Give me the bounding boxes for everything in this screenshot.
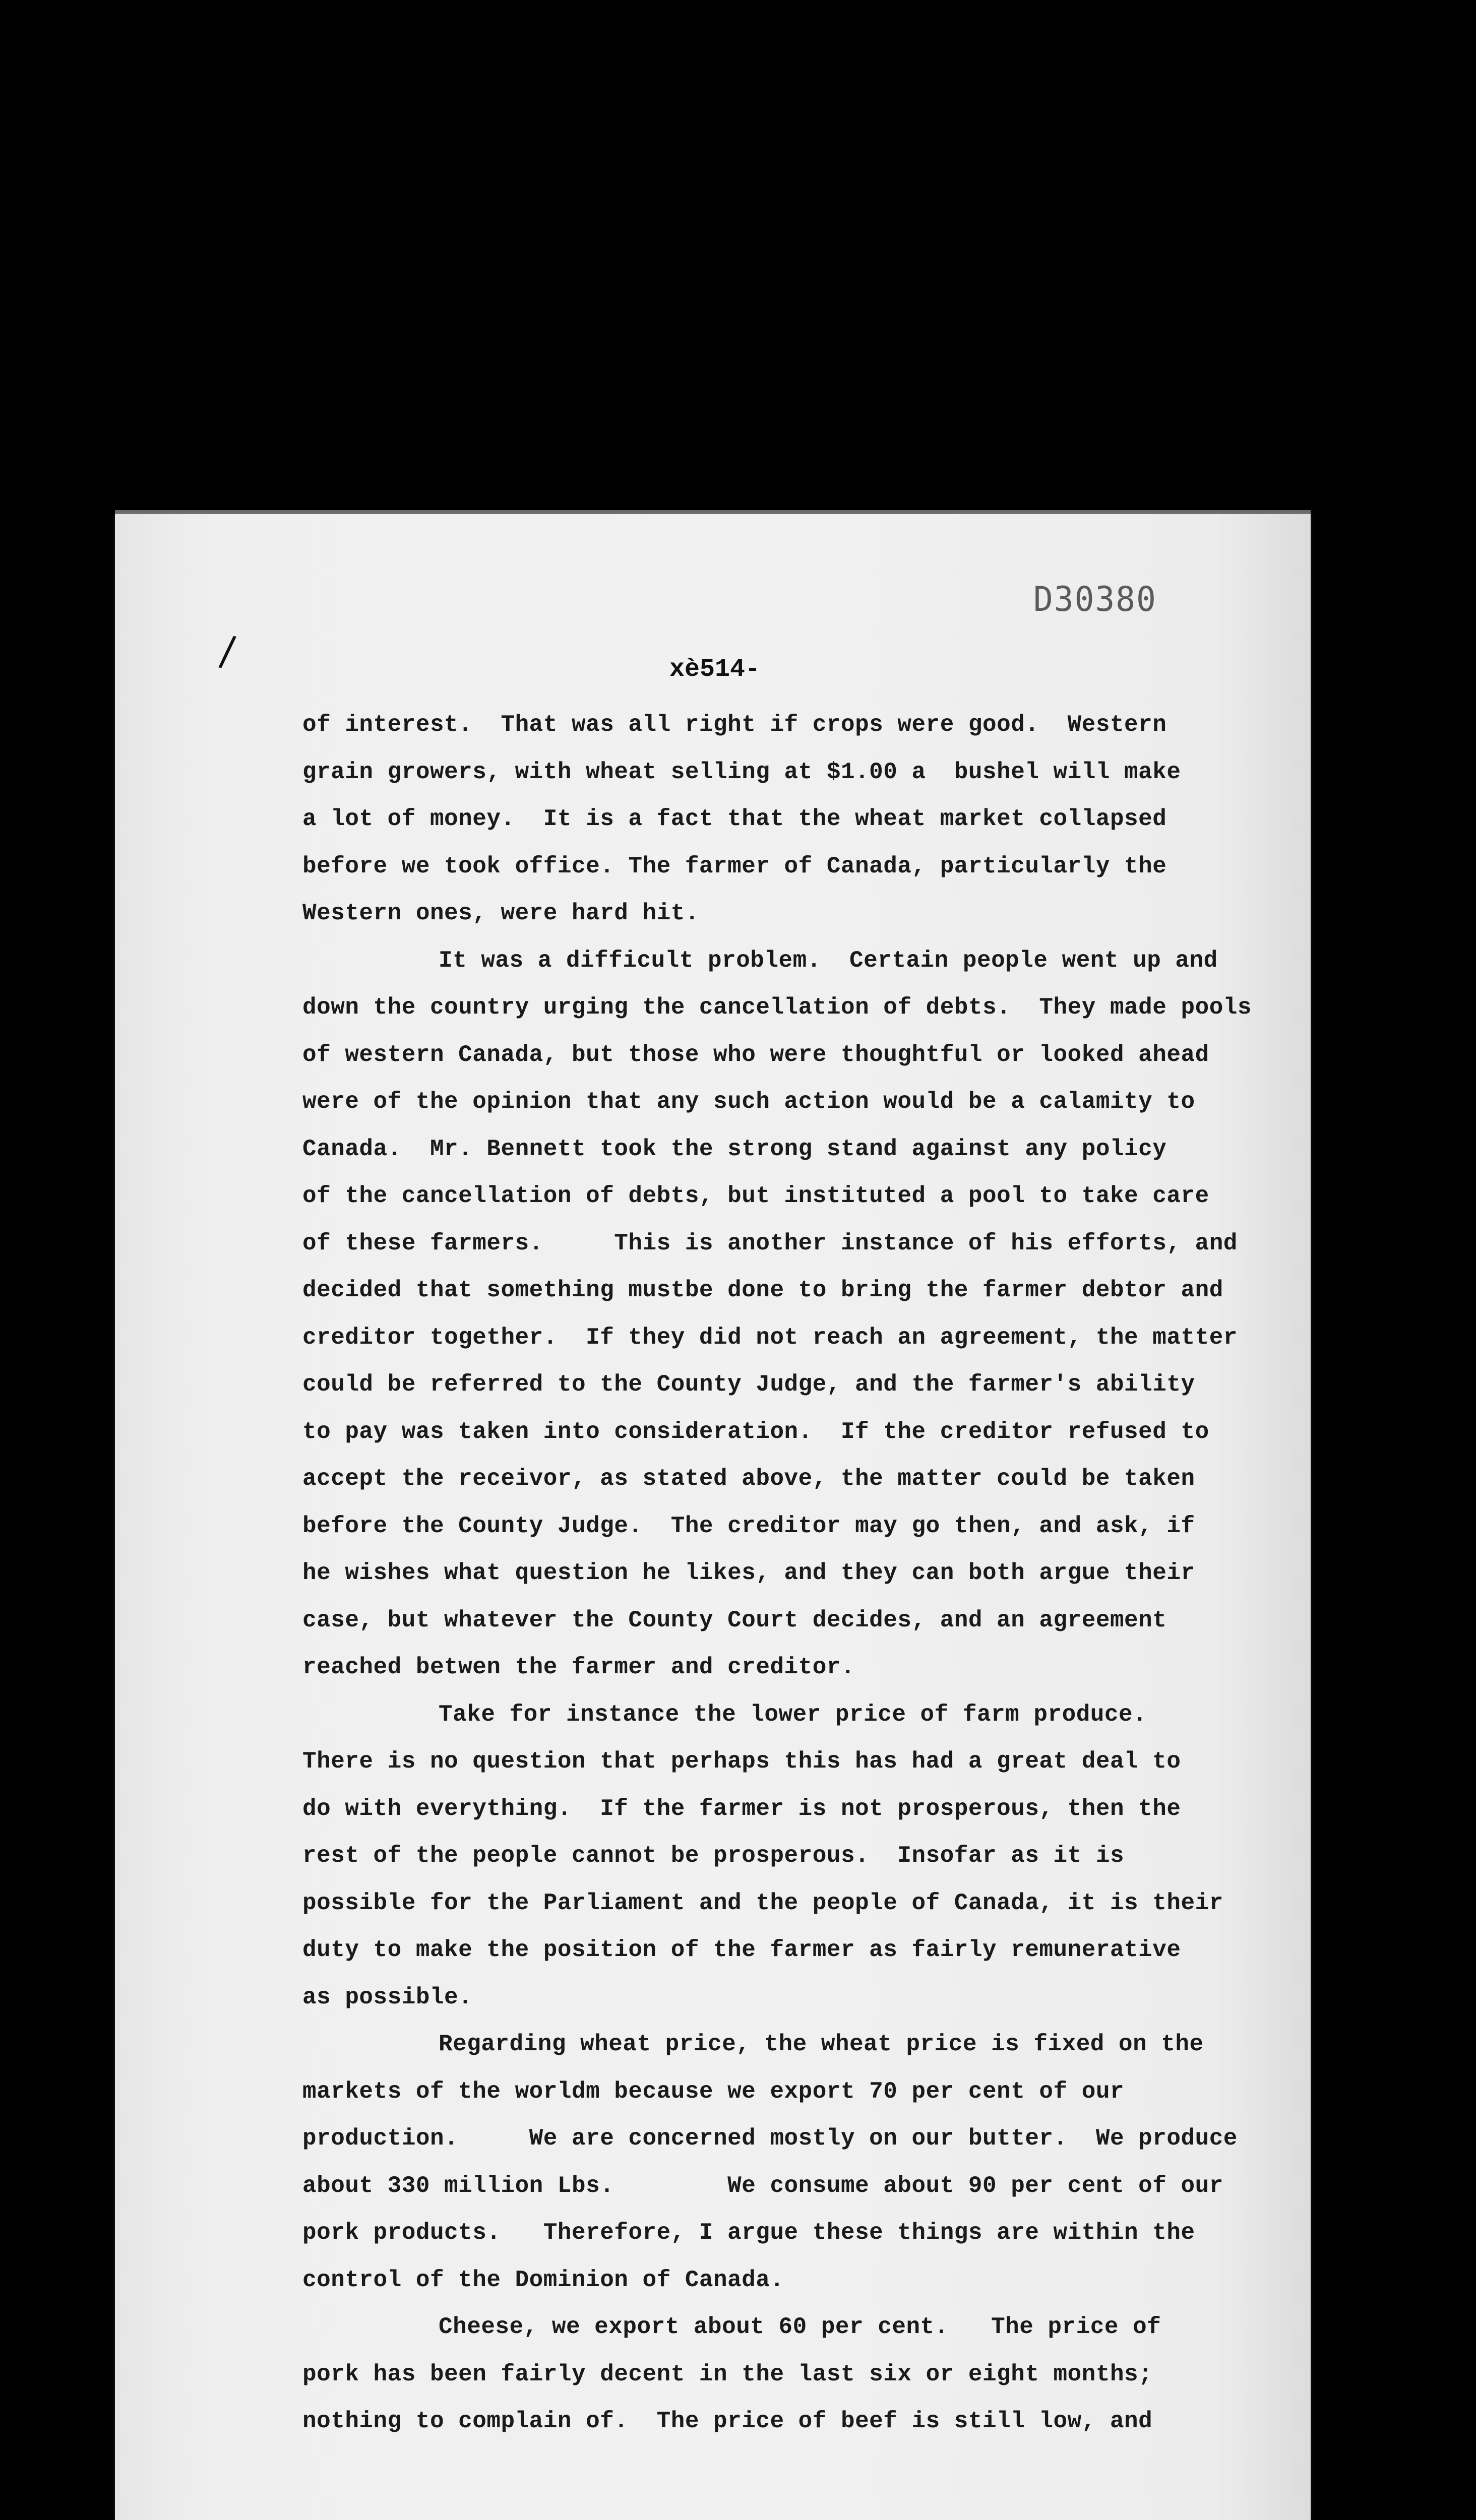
text-line: possible for the Parliament and the people of Canada, it is their [302, 1889, 1223, 1916]
text-line: reached betwen the farmer and creditor. [302, 1654, 855, 1680]
text-line: about 330 million Lbs. We consume about 90 per cent of our [302, 2172, 1223, 2199]
text-line: accept the receivor, as stated above, the matter could be taken [302, 1466, 1195, 1492]
text-line: of the cancellation of debts, but instituted a pool to take care [302, 1183, 1209, 1209]
text-line: creditor together. If they did not reach an agreement, the matter [302, 1324, 1238, 1351]
text-line: down the country urging the cancellation of debts. They made pools [302, 994, 1252, 1021]
text-line: It was a difficult problem. Certain people went up and [439, 947, 1218, 974]
text-line: duty to make the position of the farmer as fairly remunerative [302, 1937, 1181, 1963]
text-line: as possible. [302, 1984, 473, 2010]
text-line: were of the opinion that any such action would be a calamity to [302, 1089, 1195, 1115]
text-line: a lot of money. It is a fact that the wheat market collapsed [302, 806, 1167, 832]
body-text [302, 702, 1311, 2445]
text-line: of western Canada, but those who were thoughtful or looked ahead [302, 1041, 1209, 1068]
text-line: markets of the worldm because we export 70 per cent of our [302, 2078, 1125, 2105]
text-line: rest of the people cannot be prosperous. Insofar as it is [302, 1843, 1125, 1869]
margin-mark: ∕ [217, 626, 238, 675]
text-line: of interest. That was all right if crops were good. Western [302, 712, 1167, 738]
text-line: grain growers, with wheat selling at $1.00 a bushel will make [302, 759, 1181, 785]
text-line: do with everything. If the farmer is not prosperous, then the [302, 1795, 1181, 1822]
text-line: could be referred to the County Judge, and the farmer's ability [302, 1371, 1195, 1398]
document-id-stamp: D30380 [1033, 580, 1157, 619]
text-line: case, but whatever the County Court decides, and an agreement [302, 1607, 1167, 1633]
text-line: control of the Dominion of Canada. [302, 2266, 784, 2293]
text-line: nothing to complain of. The price of beef is still low, and [302, 2408, 1153, 2434]
text-line: Cheese, we export about 60 per cent. The price of [439, 2314, 1161, 2340]
text-line: Canada. Mr. Bennett took the strong stand against any policy [302, 1136, 1167, 1162]
page-number: xè514- [669, 655, 761, 684]
text-line: decided that something mustbe done to bring the farmer debtor and [302, 1277, 1223, 1303]
text-line: before we took office. The farmer of Canada, particularly the [302, 853, 1167, 879]
text-line: before the County Judge. The creditor may go then, and ask, if [302, 1513, 1195, 1539]
text-line: There is no question that perhaps this has had a great deal to [302, 1748, 1181, 1775]
text-line: pork products. Therefore, I argue these things are within the [302, 2220, 1195, 2246]
text-line: he wishes what question he likes, and they can both argue their [302, 1560, 1195, 1586]
text-line: Regarding wheat price, the wheat price is fixed on the [439, 2031, 1204, 2057]
text-line: production. We are concerned mostly on our butter. We produce [302, 2125, 1238, 2152]
text-line: of these farmers. This is another instance of his efforts, and [302, 1230, 1238, 1256]
text-line: to pay was taken into consideration. If the creditor refused to [302, 1418, 1209, 1445]
text-line: pork has been fairly decent in the last six or eight months; [302, 2361, 1153, 2387]
text-line: Western ones, were hard hit. [302, 900, 699, 926]
text-line: Take for instance the lower price of farm produce. [439, 1701, 1147, 1728]
